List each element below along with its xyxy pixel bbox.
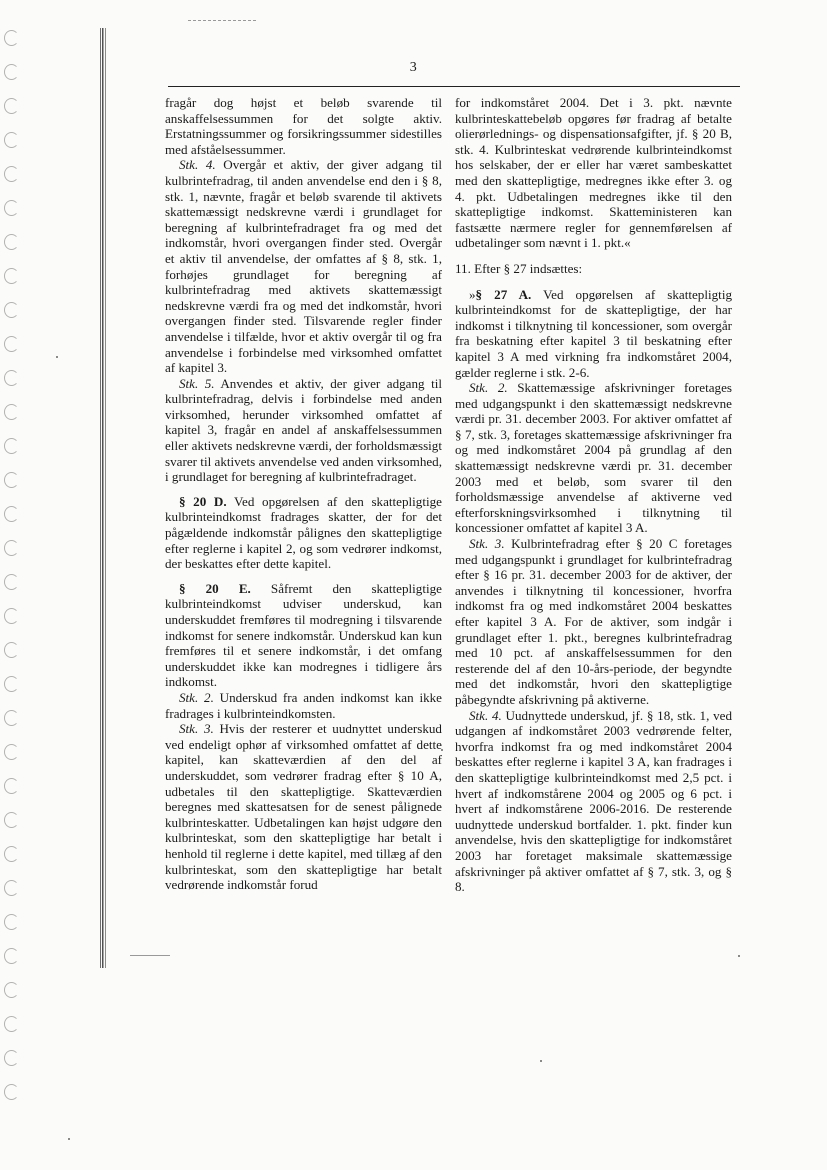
paragraph <box>165 690 442 721</box>
scan-speck <box>540 1060 542 1062</box>
section-label: § 20 E. <box>179 580 251 596</box>
paragraph-text: Uudnyttede underskud, jf. § 18, stk. 1, ved udgangen af indkomståret 2003 vedrørende felter, hvorfra indkomst fra og med indkomståret 2004 beskattes efter reglerne i kapitel 3 A, kan fradrages i den skattepligtige kulbrinteindkomst med 2,5 pct. i hvert af indkomstårene 2004 og 2005 og 6 pct. i hvert af indkomstårene 2006-2016. De resterende uudnyttede underskud bortfalder. 1. pkt. finder kun anvendelse, hvis den skattepligtige for indkomståret 2003 har foretaget maksimale skattemæssige afskrivninger på aktiver omfattet af § 7, stk. 3, og § 8. <box>455 707 732 895</box>
paragraph-text: Ved opgørelsen af skattepligtig kulbrinteindkomst for de skattepligtige, der har indkomst i tilknytning til koncessioner, som overgår fra beskatning efter kapitel 3 til beskatning efter kapitel 3 A med virkning fra indkomståret 2004, gælder reglerne i stk. 2-6. <box>455 286 733 380</box>
paragraph-text: Kulbrintefradrag efter § 20 C foretages med udgangspunkt i grundlaget for kulbrintefradrag efter § 16 pr. 31. december 2003 for de aktiver, der anvendes i tilknytning til koncessioner, hvorfra indkomst fra og med indkomståret 2004 beskattes efter kapitel 3 A. For de aktiver, som indgår i grundlaget efter 1. pkt., beregnes kulbrintefradrag med 10 pct. af anskaffelsessummen for den resterende del af den 10-års-periode, der begyndte med det indkomstår, hvori den skattepligtige påbegyndte afskrivning på aktiverne. <box>455 536 732 707</box>
paragraph-text: Såfremt den skattepligtige kulbrinteindkomst udviser underskud, kan underskuddet fremføres til modregning i tilsvarende indkomst for senere indkomstår. Underskud kan kun fremføres til et senere indkomstår, i det omfang underskuddet ikke kan modregnes i tidligere års indkomst. <box>165 580 442 690</box>
section-paragraph <box>165 581 442 690</box>
paragraph-label: Stk. 4. <box>469 707 502 723</box>
paragraph-text: fragår dog højst et beløb svarende til anskaffelsessummen for det solgte aktiv. Erstatningssummer og forsikringssummer sidestilles med afståelsessummer. <box>165 95 442 157</box>
paragraph <box>455 95 732 251</box>
scan-speck <box>68 1138 70 1140</box>
paragraph <box>165 376 442 485</box>
paragraph-text: Overgår et aktiv, der giver adgang til kulbrintefradrag, til anden anvendelse end den i § 8, stk. 1, nævnte, fragår et beløb svarende til aktivets skattemæssigt nedskrevne værdi i grundlaget for beregning af kulbrintefradraget fra og med det indkomstår, hvori overgangen finder sted. Overgår et aktiv til anvendelse, der omfattes af § 8, stk. 1, forhøjes grundlaget for beregning af kulbrintefradrag med aktivets skattemæssigt nedskrevne værdi fra og med det indkomstår, hvori overgangen finder sted. Tilsvarende regler finder anvendelse i tilfælde, hvor et aktiv overgår til og fra anvendelse i forbindelse med virksomhed omfattet af kapitel 3. <box>165 157 442 376</box>
paragraph <box>165 157 442 375</box>
scan-speck <box>56 356 58 358</box>
paragraph <box>455 536 732 708</box>
paragraph-text: for indkomståret 2004. Det i 3. pkt. nævnte kulbrinteskattebeløb opgøres før fradrag af betalte olierørlednings- og dispensationsafgifter, jf. § 20 B, stk. 4. Kulbrinteskat vedrørende kulbrinteindkomst hos selskaber, der er eller har været sambeskattet med den skattepligtige, medregnes ikke efter 3. og 4. pkt. Udbetalingen medregnes ikke til den skattepligtige indkomst. Skatteministeren kan fastsætte nærmere regler for gennemførelsen af udbetalinger som nævnt i 1. pkt.« <box>455 95 732 251</box>
paragraph-text: Skattemæssige afskrivninger foretages med udgangspunkt i den skattemæssigt nedskrevne værdi pr. 31. december 2003. For aktiver omfattet af § 7, stk. 3, foretages skattemæssige afskrivninger fra og med indkomståret 2004 på grundlag af den skattemæssigt nedskrevne værdi pr. 31. december 2003 med et beløb, som svarer til den forholdsmæssige anvendelse af aktiverne ved efterforskningsvirksomhed i tilknytning til koncessioner omfattet af kapitel 3 A. <box>455 380 732 536</box>
paragraph-label: Stk. 4. <box>179 157 216 173</box>
quote-mark: » <box>469 286 476 302</box>
paragraph-text: Anvendes et aktiv, der giver adgang til kulbrintefradrag, delvis i forbindelse med anden virksomhed, herunder virksomhed omfattet af kapitel 3, fragår en andel af anskaffelsessummen eller aktivets nedskrevne værdi, der forholdsmæssigt svarer til aktivets anvendelse ved anden virksomhed, i grundlaget for beregning af kulbrintefradraget. <box>165 375 442 485</box>
paragraph-label: Stk. 3. <box>469 536 505 552</box>
paragraph-text: Underskud fra anden indkomst kan ikke fradrages i kulbrinteindkomsten. <box>165 689 442 721</box>
section-label: § 27 A. <box>475 286 532 302</box>
paragraph-label: Stk. 3. <box>179 721 214 737</box>
paragraph-text: Hvis der resterer et uudnyttet underskud ved endeligt ophør af virksomhed omfattet af dette kapitel, kan skatteværdien af den del af underskuddet, som vedrører fradrag efter § 10 A, udbetales til den skattepligtige. Skatteværdien beregnes med skattesatsen for de senest pålignede kulbrinteskatter. Udbetalingen kan højst udgøre den kulbrinteskat, som den skattepligtige har betalt i henhold til reglerne i dette kapitel, med tillæg af den kulbrinteskat, som den skattepligtige har betalt vedrørende indkomstår forud <box>165 721 442 893</box>
section-paragraph <box>165 494 442 572</box>
paragraph <box>455 708 732 895</box>
paragraph <box>165 95 442 157</box>
section-label: § 20 D. <box>179 493 227 509</box>
paragraph <box>455 380 732 536</box>
page-number: 3 <box>409 60 418 75</box>
left-column <box>165 95 442 893</box>
section-paragraph <box>455 287 732 381</box>
right-column <box>455 95 732 895</box>
scan-speck <box>738 955 740 957</box>
paragraph-label: Stk. 2. <box>179 689 214 705</box>
paragraph <box>165 721 442 893</box>
paragraph-text: Ved opgørelsen af den skattepligtige kulbrinteindkomst fradrages skatter, der for det pågældende indkomstår pålignes den skattepligtige efter reglerne i kapitel 2, og som vedrører indkomst, der beskattes efter dette kapitel. <box>165 493 442 572</box>
paragraph-label: Stk. 2. <box>469 380 508 396</box>
header-rule <box>168 86 740 87</box>
paragraph-label: Stk. 5. <box>179 375 215 391</box>
amendment-heading: 11. Efter § 27 indsættes: <box>455 260 583 276</box>
